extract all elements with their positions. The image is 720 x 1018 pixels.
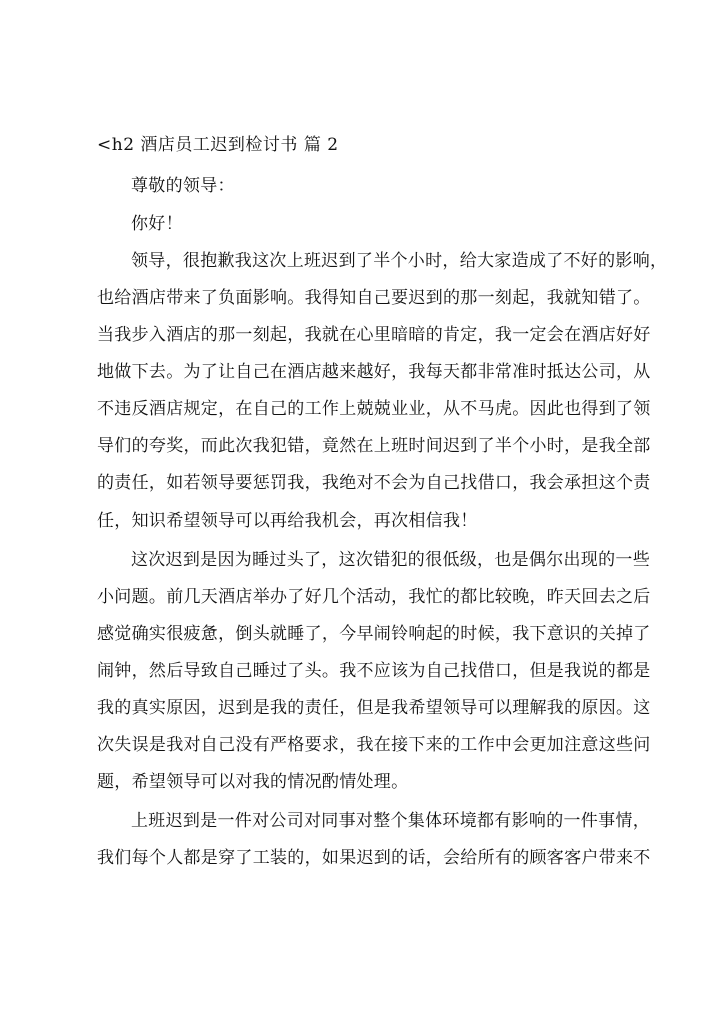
paragraph-line: 这次迟到是因为睡过头了，这次错犯的很低级，也是偶尔出现的一些: [131, 550, 650, 570]
paragraph-line: 闹钟，然后导致自己睡过了头。我不应该为自己找借口，但是我说的都是: [97, 661, 651, 681]
paragraph-line: 小问题。前几天酒店举办了好几个活动，我忙的都比较晚，昨天回去之后: [97, 587, 651, 607]
document-heading: <h2 酒店员工迟到检讨书 篇 2: [97, 135, 339, 155]
paragraph-line: 当我步入酒店的那一刻起，我就在心里暗暗的肯定，我一定会在酒店好好: [97, 325, 651, 345]
paragraph-line: 我的真实原因，迟到是我的责任，但是我希望领导可以理解我的原因。这: [97, 698, 651, 718]
paragraph-line: 上班迟到是一件对公司对同事对整个集体环境都有影响的一件事情，: [131, 811, 650, 831]
paragraph-line: 不违反酒店规定，在自己的工作上兢兢业业，从不马虎。因此也得到了领: [97, 399, 651, 419]
paragraph-line: 任，知识希望领导可以再给我机会，再次相信我！: [97, 511, 478, 531]
paragraph-line: 地做下去。为了让自己在酒店越来越好，我每天都非常准时抵达公司，从: [97, 362, 651, 382]
paragraph-line: 的责任，如若领导要惩罚我，我绝对不会为自己找借口，我会承担这个责: [97, 473, 651, 493]
salutation-line: 尊敬的领导：: [131, 176, 235, 196]
paragraph-line: 题，希望领导可以对我的情况酌情处理。: [97, 772, 409, 792]
paragraph-line: 次失误是我对自己没有严格要求，我在接下来的工作中会更加注意这些问: [97, 735, 651, 755]
greeting-line: 你好！: [131, 214, 183, 234]
paragraph-line: 感觉确实很疲惫，倒头就睡了，今早闹铃响起的时候，我下意识的关掉了: [97, 624, 651, 644]
paragraph-line: 领导，很抱歉我这次上班迟到了半个小时，给大家造成了不好的影响，: [131, 251, 668, 271]
paragraph-line: 导们的夸奖，而此次我犯错，竟然在上班时间迟到了半个小时，是我全部: [97, 436, 651, 456]
paragraph-line: 也给酒店带来了负面影响。我得知自己要迟到的那一刻起，我就知错了。: [97, 288, 651, 308]
paragraph-line: 我们每个人都是穿了工装的，如果迟到的话，会给所有的顾客客户带来不: [97, 848, 651, 868]
